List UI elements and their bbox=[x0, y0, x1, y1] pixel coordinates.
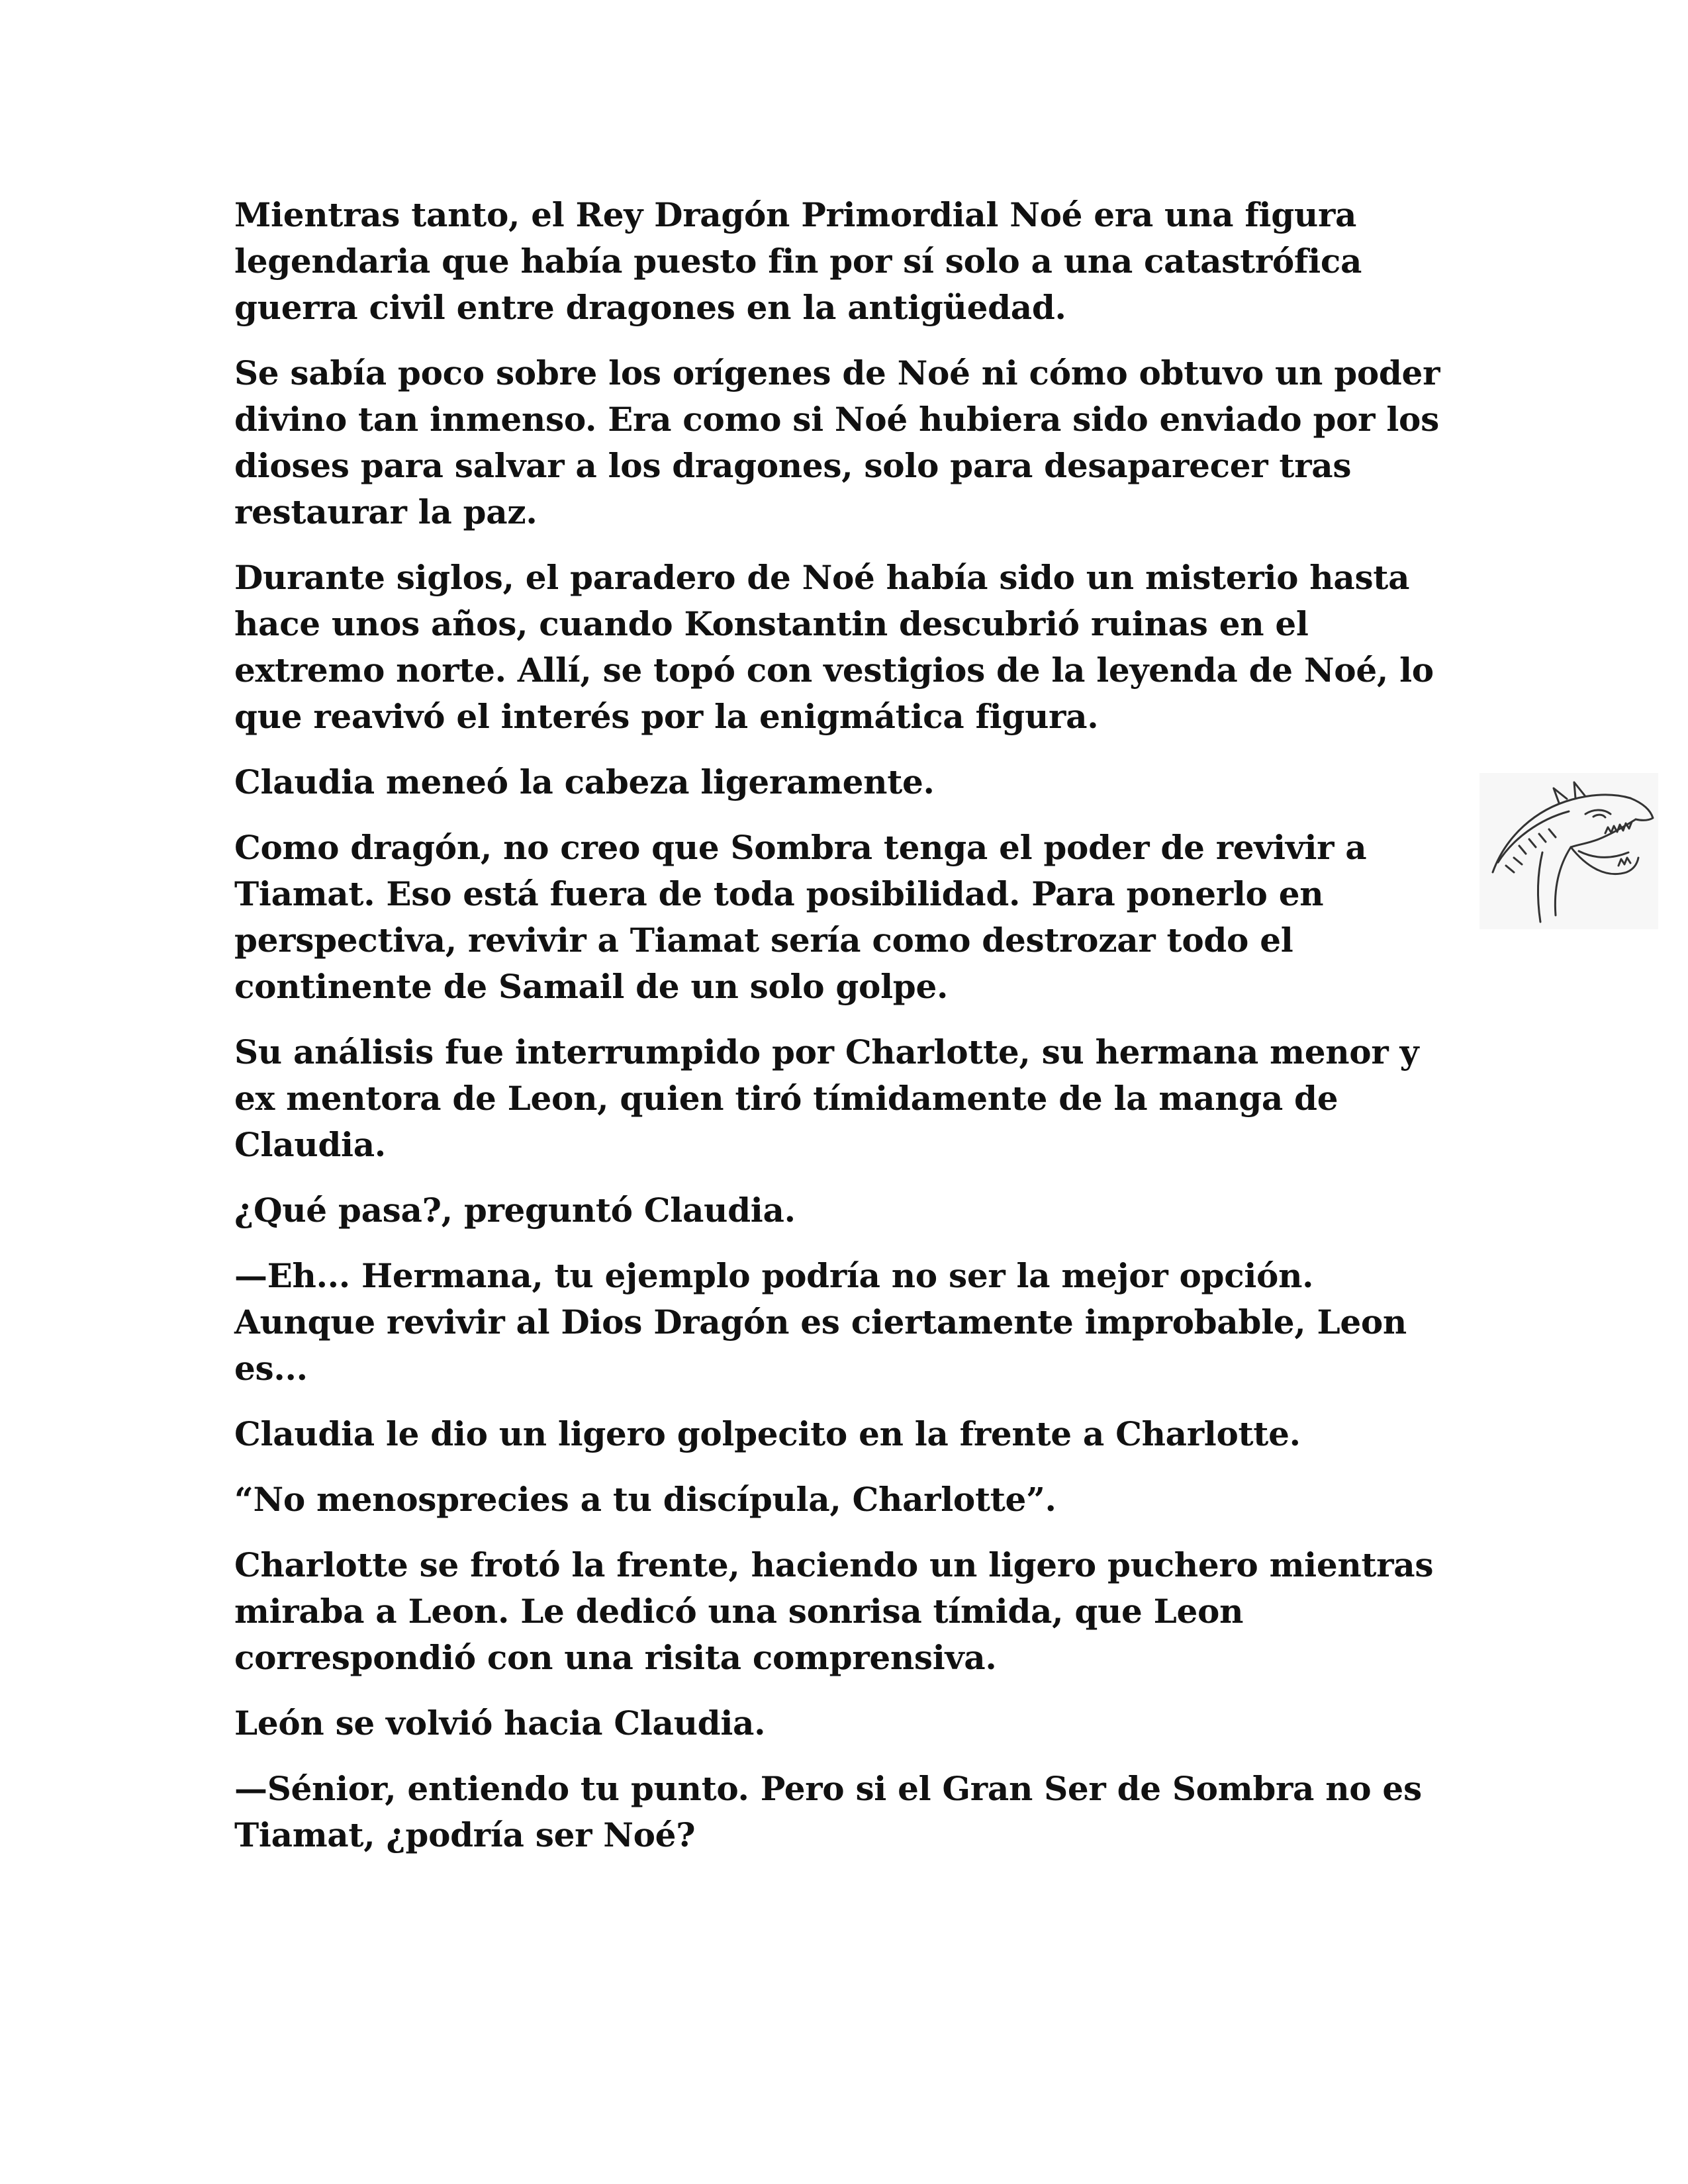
paragraph: Claudia le dio un ligero golpecito en la frente a Charlotte. bbox=[234, 1414, 1301, 1453]
paragraph: —Eh... Hermana, tu ejemplo podría no ser la mejor opción. Aunque revivir al Dios Dragón es ciertamente improbable, Leon es... bbox=[234, 1256, 1407, 1388]
paragraph: —Sénior, entiendo tu punto. Pero si el Gran Ser de Sombra no es Tiamat, ¿podría ser Noé? bbox=[234, 1769, 1422, 1854]
paragraph: Durante siglos, el paradero de Noé había sido un misterio hasta hace unos años, cuando Konstantin descubrió ruinas en el extremo norte. Allí, se topó con vestigios de la leyenda de Noé, lo que reavivó el interés por la enigmática figura. bbox=[234, 558, 1434, 736]
paragraph: “No menosprecies a tu discípula, Charlotte”. bbox=[234, 1480, 1056, 1519]
paragraph: Como dragón, no creo que Sombra tenga el poder de revivir a Tiamat. Eso está fuera de toda posibilidad. Para ponerlo en perspectiva, revivir a Tiamat sería como destrozar todo el continente de Samail de un solo golpe. bbox=[234, 828, 1367, 1006]
paragraph: ¿Qué pasa?, preguntó Claudia. bbox=[234, 1191, 796, 1230]
paragraph: Claudia meneó la cabeza ligeramente. bbox=[234, 762, 935, 801]
paragraph: León se volvió hacia Claudia. bbox=[234, 1704, 766, 1743]
paragraph: Su análisis fue interrumpido por Charlotte, su hermana menor y ex mentora de Leon, quien tiró tímidamente de la manga de Claudia. bbox=[234, 1032, 1419, 1164]
body-text bbox=[234, 192, 1446, 1878]
paragraph: Mientras tanto, el Rey Dragón Primordial Noé era una figura legendaria que había puesto fin por sí solo a una catastrófica guerra civil entre dragones en la antigüedad. bbox=[234, 195, 1362, 327]
paragraph: Se sabía poco sobre los orígenes de Noé ni cómo obtuvo un poder divino tan inmenso. Era como si Noé hubiera sido enviado por los dioses para salvar a los dragones, solo para desaparecer tras restaurar la paz. bbox=[234, 353, 1440, 531]
dragon-head-sketch-icon bbox=[1479, 773, 1658, 929]
paragraph: Charlotte se frotó la frente, haciendo un ligero puchero mientras miraba a Leon. Le dedicó una sonrisa tímida, que Leon correspondió con una risita comprensiva. bbox=[234, 1545, 1434, 1677]
